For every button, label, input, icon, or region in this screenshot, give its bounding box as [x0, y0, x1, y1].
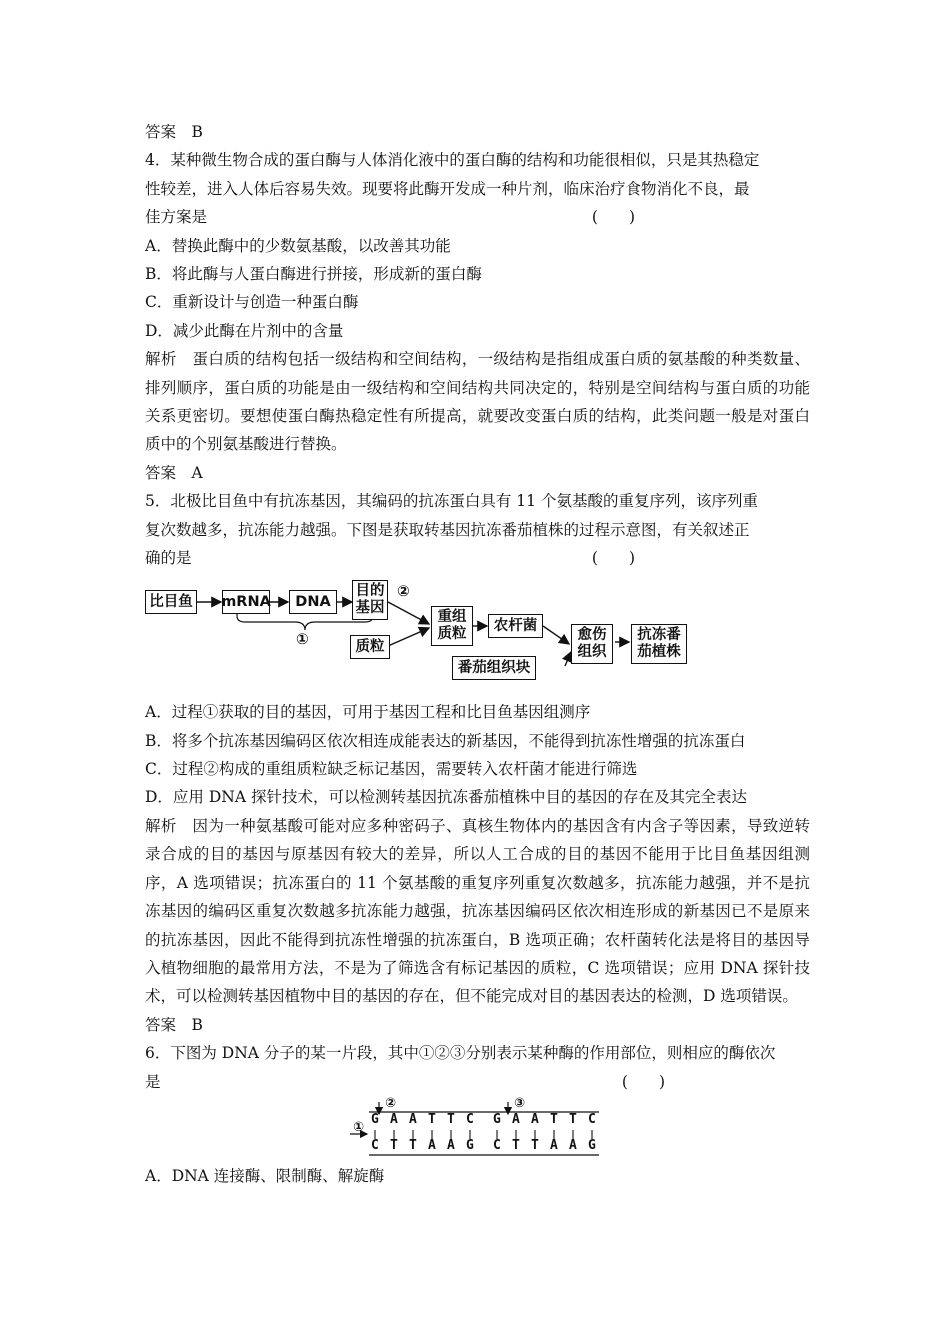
q4-stem-line2: 性较差，进入人体后容易失效。现要将此酶开发成一种片剂，临床治疗食物消化不良，最 [145, 179, 750, 198]
box-dna: DNA [289, 590, 337, 614]
mark-site-1: ① [353, 1119, 365, 1135]
q4-stem-text: 佳方案是 [145, 208, 208, 227]
dna-top-base: A [409, 1111, 417, 1127]
dna-bottom-base: A [447, 1137, 455, 1153]
dna-top-base: T [428, 1111, 436, 1127]
step2-label: ② [397, 582, 410, 601]
dna-top-base: C [588, 1111, 596, 1127]
dna-top-base: A [512, 1111, 520, 1127]
dna-bottom-base: A [428, 1137, 436, 1153]
q6-stem-line1: 6．下图为 DNA 分子的某一片段，其中①②③分别表示某种酶的作用部位，则相应的酶依次 [145, 1044, 776, 1063]
q5-stem-text: 确的是 [145, 548, 192, 567]
box-agrobacterium: 农杆菌 [488, 614, 543, 638]
mark-site-3: ③ [514, 1095, 526, 1111]
box-antifreeze-tomato: 抗冻番茄植株 [631, 624, 687, 664]
dna-bottom-base: A [569, 1137, 577, 1153]
transgenic-flow-diagram [145, 580, 810, 692]
dna-top-base: A [531, 1111, 539, 1127]
dna-top-base: T [569, 1111, 577, 1127]
q5-explanation: 解析 因为一种氨基酸可能对应多种密码子、真核生物体内的基因含有内含子等因素，导致逆转录合成的目的基因与原基因有较大的差异，所以人工合成的目的基因不能用于比目鱼基因组测序，A 选项错误；抗冻蛋白的 11 个氨基酸的重复序列重复次数越多，抗冻能力越强，并不是抗冻基因的编码区重复次数越多抗冻能力越强，抗冻基因编码区依次相连形成的新基因已不是原来的抗冻基因，因此不能得到抗冻性增强的抗冻蛋白，B 选项正确；农杆菌转化法是将目的基因导入植物细胞的最常用方法，不是为了筛选含有标记基因的质粒，C 选项错误；应用 DNA 探针技术，可以检测转基因植物中目的基因的存在，但不能完成对目的基因表达的检测，D 选项错误。 [145, 816, 810, 1006]
dna-top-base: T [550, 1111, 558, 1127]
dna-top-base: G [493, 1111, 501, 1127]
q4-option-c: C．重新设计与创造一种蛋白酶 [145, 293, 359, 312]
q4-stem-line3 [145, 203, 810, 231]
q4-answer-blank: ( ) [591, 208, 635, 227]
dna-top-base: A [390, 1111, 398, 1127]
dna-bottom-base: T [512, 1137, 520, 1153]
dna-top-base: T [447, 1111, 455, 1127]
q5-stem-line3 [145, 544, 810, 572]
box-tomato-tissue: 番茄组织块 [452, 656, 536, 680]
box-flatfish: 比目鱼 [145, 590, 197, 614]
box-plasmid: 质粒 [350, 635, 390, 659]
q6-stem-line2 [145, 1068, 810, 1096]
dna-bottom-base: C [493, 1137, 501, 1153]
q5-answer-blank: ( ) [591, 548, 635, 567]
dna-bottom-base: C [371, 1137, 379, 1153]
box-recombinant-plasmid: 重组质粒 [431, 606, 473, 646]
q5-stem-line1: 5．北极比目鱼中有抗冻基因，其编码的抗冻蛋白具有 11 个氨基酸的重复序列，该序列重 [145, 492, 758, 511]
q6-option-a: A．DNA 连接酶、限制酶、解旋酶 [145, 1166, 385, 1185]
dna-fragment-diagram [145, 1095, 810, 1162]
box-target-gene: 目的基因 [352, 580, 388, 620]
step1-label: ① [296, 630, 309, 649]
box-callus: 愈伤组织 [571, 624, 613, 664]
q4-stem-line1: 4．某种微生物合成的蛋白酶与人体消化液中的蛋白酶的结构和功能很相似，只是其热稳定 [145, 151, 760, 170]
dna-top-base: C [466, 1111, 474, 1127]
dna-bottom-base: T [409, 1137, 417, 1153]
dna-bottom-base: G [466, 1137, 474, 1153]
q4-option-d: D．减少此酶在片剂中的含量 [145, 321, 344, 340]
q4-option-a: A．替换此酶中的少数氨基酸，以改善其功能 [145, 236, 451, 255]
mark-site-2: ② [385, 1095, 397, 1111]
q6-answer-blank: ( ) [621, 1072, 665, 1091]
q4-option-b: B．将此酶与人蛋白酶进行拼接，形成新的蛋白酶 [145, 264, 482, 283]
box-mrna: mRNA [222, 590, 270, 614]
q5-option-a: A．过程①获取的目的基因，可用于基因工程和比目鱼基因组测序 [145, 703, 591, 722]
dna-lines [145, 1100, 810, 1162]
answer-q3: 答案 B [145, 123, 203, 141]
document-page [145, 118, 810, 1190]
dna-bottom-base: T [390, 1137, 398, 1153]
q5-option-d: D．应用 DNA 探针技术，可以检测转基因抗冻番茄植株中目的基因的存在及其完全表达 [145, 788, 747, 807]
q5-stem-line2: 复次数越多，抗冻能力越强。下图是获取转基因抗冻番茄植株的过程示意图，有关叙述正 [145, 520, 750, 539]
answer-q5: 答案 B [145, 1015, 203, 1034]
q5-option-b: B．将多个抗冻基因编码区依次相连成能表达的新基因，不能得到抗冻性增强的抗冻蛋白 [145, 731, 746, 750]
dna-bottom-base: G [588, 1137, 596, 1153]
q5-option-c: C．过程②构成的重组质粒缺乏标记基因，需要转入农杆菌才能进行筛选 [145, 760, 638, 779]
q4-explanation: 解析 蛋白质的结构包括一级结构和空间结构，一级结构是指组成蛋白质的氨基酸的种类数量、排列顺序，蛋白质的功能是由一级结构和空间结构共同决定的，特别是空间结构与蛋白质的功能关系更密切。要想使蛋白酶热稳定性有所提高，就要改变蛋白质的结构，此类问题一般是对蛋白质中的个别氨基酸进行替换。 [145, 350, 810, 454]
dna-bottom-base: T [531, 1137, 539, 1153]
answer-q4: 答案 A [145, 463, 203, 482]
q6-stem-text: 是 [145, 1072, 161, 1091]
dna-bottom-base: A [550, 1137, 558, 1153]
dna-top-base: G [371, 1111, 379, 1127]
